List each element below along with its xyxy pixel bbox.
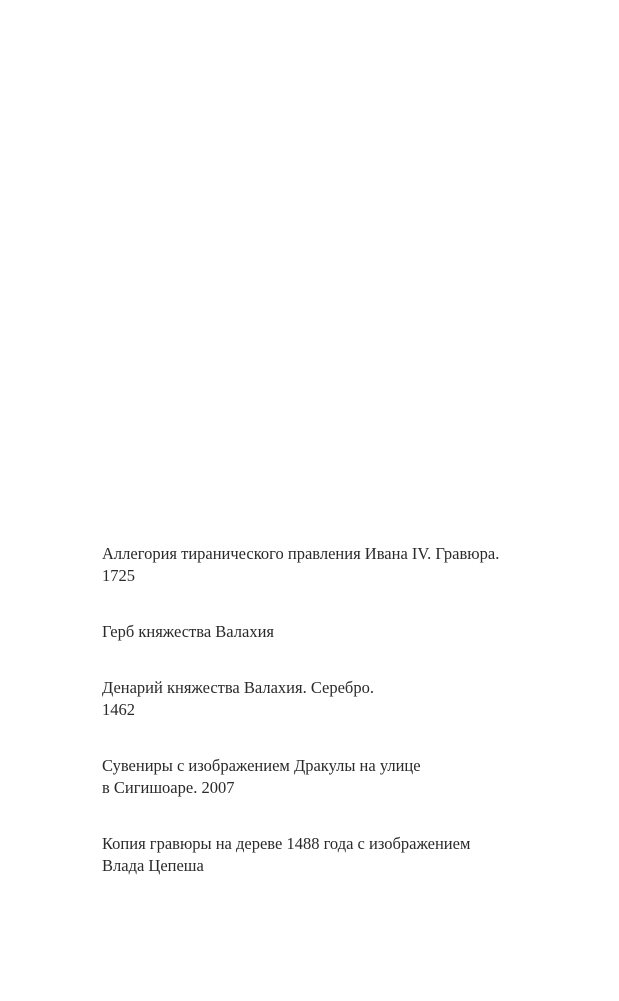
caption-line: Аллегория тиранического правления Ивана IV. Гравюра. [102, 544, 500, 563]
caption-line: в Сигишоаре. 2007 [102, 778, 235, 797]
caption-dracula-souvenirs [102, 755, 582, 799]
caption-ivan-iv-allegory [102, 543, 582, 587]
caption-wallachia-denarius [102, 677, 582, 721]
caption-line: Сувениры с изображением Дракулы на улице [102, 756, 421, 775]
caption-line: Копия гравюры на дереве 1488 года с изображением [102, 834, 471, 853]
caption-list [102, 543, 582, 877]
caption-line: 1462 [102, 700, 135, 719]
caption-wallachia-coat-of-arms [102, 621, 582, 643]
caption-line: Герб княжества Валахия [102, 622, 274, 641]
caption-vlad-tepes-engraving [102, 833, 582, 877]
caption-line: Влада Цепеша [102, 856, 204, 875]
caption-line: Денарий княжества Валахия. Серебро. [102, 678, 374, 697]
caption-line: 1725 [102, 566, 135, 585]
